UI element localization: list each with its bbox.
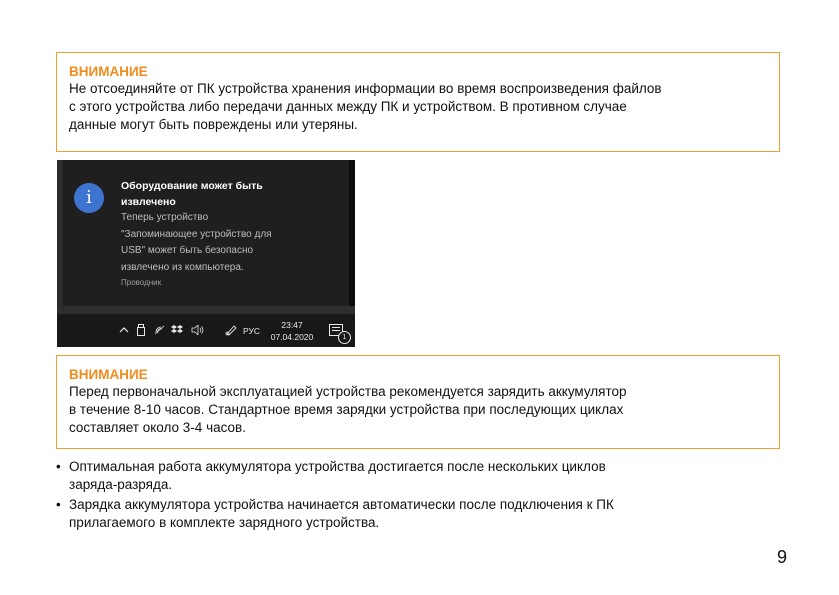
usb-drive-icon[interactable] xyxy=(137,324,145,339)
action-center-line xyxy=(332,327,340,328)
warning-text-line: составляет около 3-4 часов. xyxy=(69,420,246,435)
dropbox-icon[interactable] xyxy=(171,325,183,338)
wifi-icon[interactable] xyxy=(154,325,165,338)
bullet-list xyxy=(56,458,796,534)
bullet-text-line: заряда-разряда. xyxy=(69,477,173,492)
bullet-item xyxy=(56,458,796,494)
notification-body-line: Теперь устройство xyxy=(121,212,209,223)
bullet-item xyxy=(56,496,796,532)
notification-count-badge: 1 xyxy=(338,331,351,344)
notification-body-line: USB" может быть безопасно xyxy=(121,245,254,256)
notification-body xyxy=(121,210,321,276)
notification-source: Проводник xyxy=(121,278,162,287)
warning-box-disconnect xyxy=(56,52,780,152)
bullet-text-line: Зарядка аккумулятора устройства начинается автоматически после подключения к ПК xyxy=(69,497,614,512)
chevron-up-icon[interactable] xyxy=(119,326,129,337)
notification-title-line: Оборудование может быть xyxy=(121,180,263,192)
language-indicator[interactable]: РУС xyxy=(243,326,261,336)
background-strip xyxy=(349,160,355,314)
volume-icon[interactable] xyxy=(191,325,204,338)
warning-text-line: данные могут быть повреждены или утеряны. xyxy=(69,117,358,132)
info-icon: i xyxy=(74,183,104,213)
bullet-text-line: Оптимальная работа аккумулятора устройства достигается после нескольких циклов xyxy=(69,459,606,474)
pen-icon[interactable] xyxy=(225,324,237,339)
clock-time: 23:47 xyxy=(281,320,303,330)
bullet-marker: • xyxy=(56,497,61,512)
clock-date: 07.04.2020 xyxy=(270,332,314,342)
background-strip xyxy=(57,306,355,314)
notification-title-line: извлечено xyxy=(121,196,176,208)
notification-screenshot xyxy=(57,160,355,347)
bullet-marker: • xyxy=(56,459,61,474)
bullet-text-line: прилагаемого в комплекте зарядного устройства. xyxy=(69,515,380,530)
taskbar xyxy=(57,314,355,347)
background-strip xyxy=(57,160,63,314)
warning-text-line: Не отсоединяйте от ПК устройства хранения информации во время воспроизведения файлов xyxy=(69,81,662,96)
warning-text-line: Перед первоначальной эксплуатацией устройства рекомендуется зарядить аккумулятор xyxy=(69,384,627,399)
notification-body-line: "Запоминающее устройство для xyxy=(121,228,272,240)
notification-title[interactable] xyxy=(121,178,311,210)
warning-text-line: в течение 8-10 часов. Стандартное время зарядки устройства при последующих циклах xyxy=(69,402,624,417)
warning-text-line: с этого устройства либо передачи данных между ПК и устройством. В противном случае xyxy=(69,99,627,114)
clock[interactable] xyxy=(269,319,315,343)
action-center-line xyxy=(332,330,340,331)
warning-title: ВНИМАНИЕ xyxy=(69,64,148,79)
page-number: 9 xyxy=(776,547,787,567)
notification-body-line: извлечено из компьютера. xyxy=(121,261,244,273)
warning-title: ВНИМАНИЕ xyxy=(69,367,148,382)
warning-box-charging xyxy=(56,355,780,449)
